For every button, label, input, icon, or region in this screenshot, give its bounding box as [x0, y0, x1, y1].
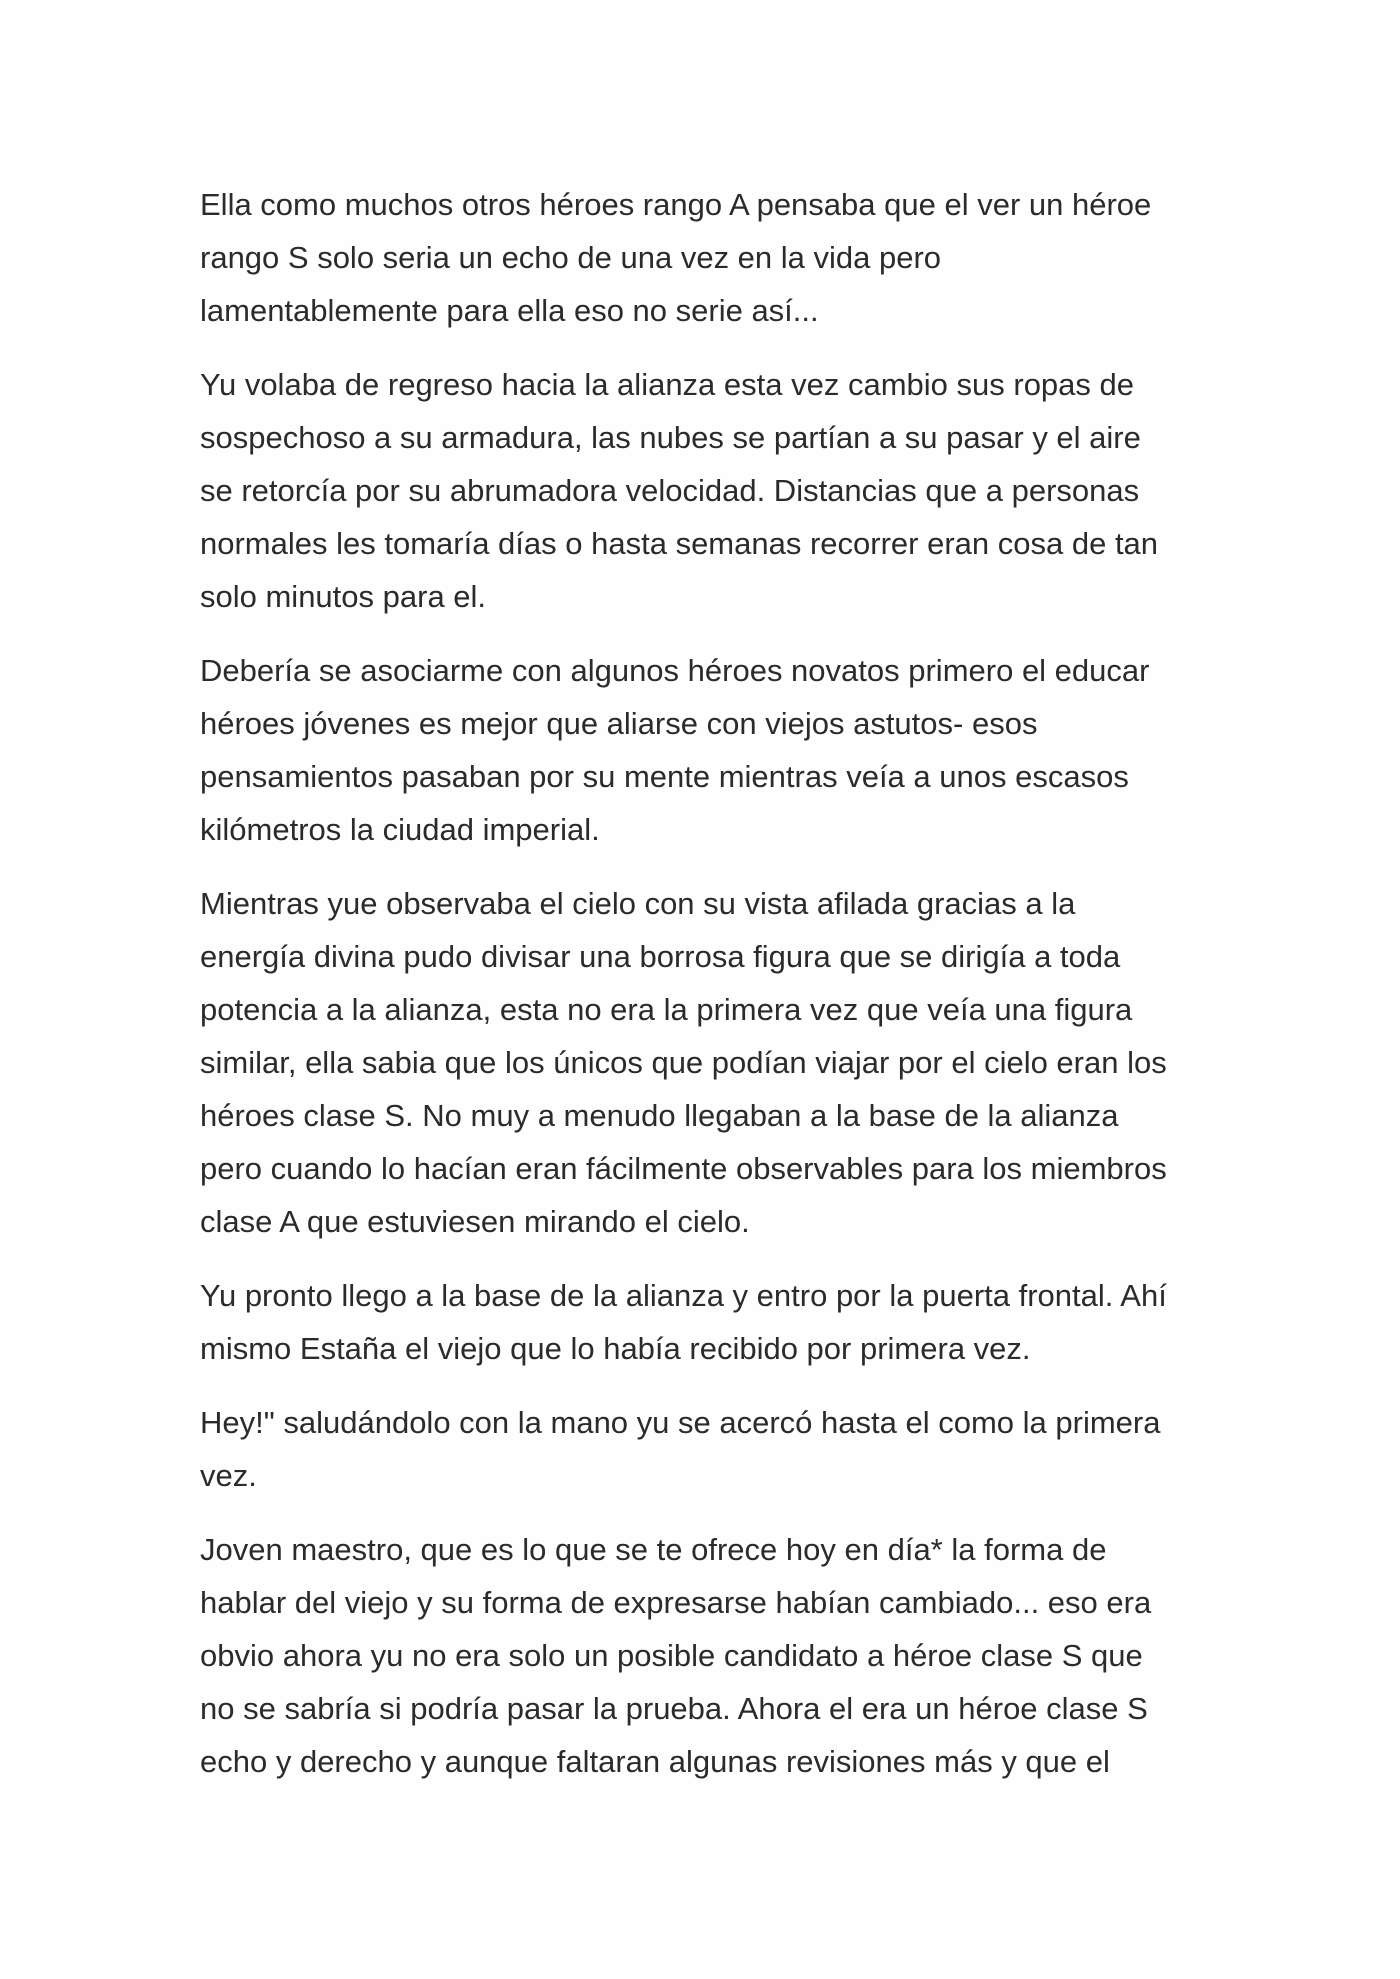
text-line: pero cuando lo hacían eran fácilmente observables para los miembros [200, 1151, 1167, 1186]
paragraph-4 [200, 877, 1210, 1248]
text-line: se retorcía por su abrumadora velocidad. Distancias que a personas [200, 473, 1140, 508]
text-line: Yu volaba de regreso hacia la alianza esta vez cambio sus ropas de [200, 367, 1135, 402]
text-line: clase A que estuviesen mirando el cielo. [200, 1204, 750, 1239]
text-line: héroes jóvenes es mejor que aliarse con viejos astutos- esos [200, 706, 1038, 741]
text-line: sospechoso a su armadura, las nubes se partían a su pasar y el aire [200, 420, 1141, 455]
text-line: rango S solo seria un echo de una vez en la vida pero [200, 240, 942, 275]
paragraph-7 [200, 1523, 1210, 1788]
paragraph-3 [200, 644, 1210, 856]
text-line: normales les tomaría días o hasta semanas recorrer eran cosa de tan [200, 526, 1159, 561]
text-line: mismo Estaña el viejo que lo había recibido por primera vez. [200, 1331, 1031, 1366]
document-body [200, 178, 1210, 1809]
text-line: no se sabría si podría pasar la prueba. Ahora el era un héroe clase S [200, 1691, 1148, 1726]
paragraph-1 [200, 178, 1210, 337]
paragraph-2 [200, 358, 1210, 623]
text-line: obvio ahora yu no era solo un posible candidato a héroe clase S que [200, 1638, 1143, 1673]
text-line: héroes clase S. No muy a menudo llegaban a la base de la alianza [200, 1098, 1119, 1133]
text-line: lamentablemente para ella eso no serie así... [200, 293, 819, 328]
paragraph-6 [200, 1396, 1210, 1502]
text-line: energía divina pudo divisar una borrosa figura que se dirigía a toda [200, 939, 1121, 974]
text-line: hablar del viejo y su forma de expresarse habían cambiado... eso era [200, 1585, 1152, 1620]
text-line: vez. [200, 1458, 257, 1493]
paragraph-5 [200, 1269, 1210, 1375]
text-line: Hey!" saludándolo con la mano yu se acercó hasta el como la primera [200, 1405, 1161, 1440]
text-line: Joven maestro, que es lo que se te ofrece hoy en día* la forma de [200, 1532, 1107, 1567]
text-line: potencia a la alianza, esta no era la primera vez que veía una figura [200, 992, 1133, 1027]
text-line: echo y derecho y aunque faltaran algunas revisiones más y que el [200, 1744, 1110, 1779]
text-line: Debería se asociarme con algunos héroes novatos primero el educar [200, 653, 1150, 688]
text-line: solo minutos para el. [200, 579, 487, 614]
text-line: similar, ella sabia que los únicos que podían viajar por el cielo eran los [200, 1045, 1167, 1080]
text-line: Mientras yue observaba el cielo con su vista afilada gracias a la [200, 886, 1076, 921]
text-line: kilómetros la ciudad imperial. [200, 812, 600, 847]
text-line: Ella como muchos otros héroes rango A pensaba que el ver un héroe [200, 187, 1152, 222]
text-line: pensamientos pasaban por su mente mientras veía a unos escasos [200, 759, 1129, 794]
text-line: Yu pronto llego a la base de la alianza y entro por la puerta frontal. Ahí [200, 1278, 1167, 1313]
